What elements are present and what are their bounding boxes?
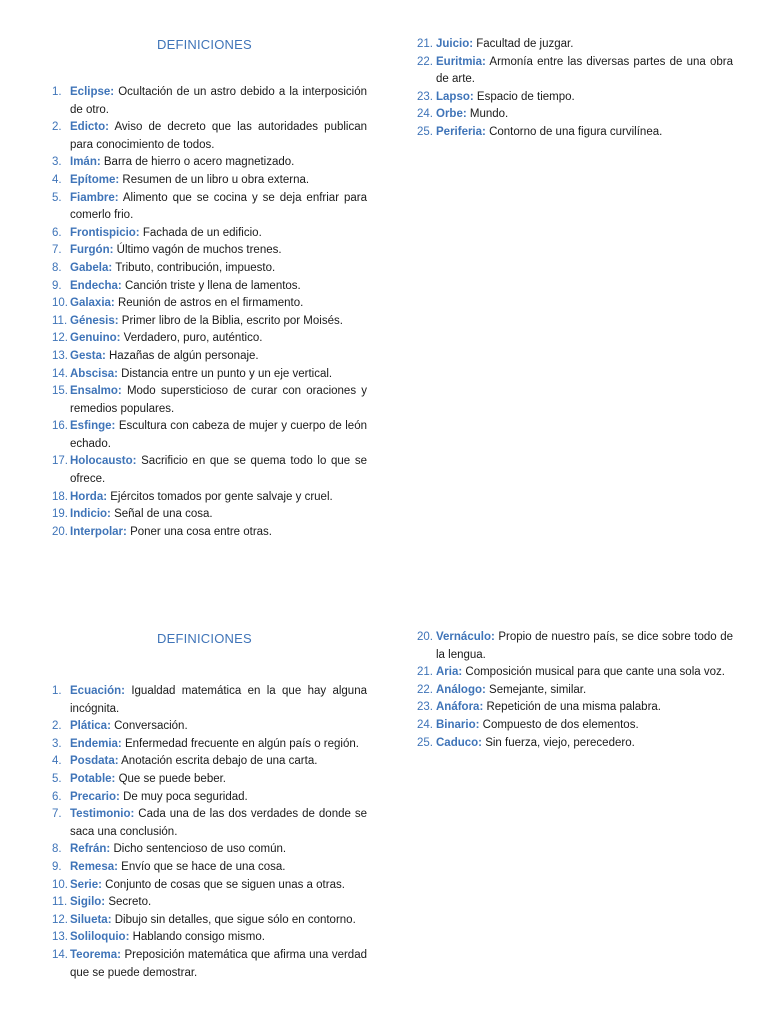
item-number: 7.: [52, 244, 62, 257]
definition-text: Modo supersticioso de curar con oraciones y remedios populares.: [70, 385, 367, 415]
definition-text: Hablando consigo mismo.: [132, 931, 265, 944]
definitions-section-2: [0, 596, 768, 1024]
item-number: 20.: [52, 525, 68, 538]
item-number: 1.: [52, 86, 62, 98]
definition-text: Dibujo sin detalles, que sigue sólo en contorno.: [114, 913, 356, 926]
definition-item: [52, 278, 367, 296]
term-label: Testimonio:: [70, 808, 135, 821]
definition-item: [52, 524, 367, 542]
term-label: Endemia:: [70, 737, 122, 750]
definition-text: Distancia entre un punto y un eje vertical.: [121, 367, 333, 380]
definition-text: Hazañas de algún personaje.: [109, 349, 259, 362]
definition-text: Conversación.: [114, 720, 188, 733]
definition-item: [417, 36, 733, 54]
definition-item: [52, 753, 367, 771]
definition-text: Facultad de juzgar.: [476, 38, 574, 50]
definition-item: [52, 418, 367, 453]
definition-item: [52, 242, 367, 260]
term-label: Horda:: [70, 490, 108, 503]
definition-text: Mundo.: [469, 108, 509, 121]
term-label: Orbe:: [436, 108, 467, 121]
item-number: 3.: [52, 156, 62, 169]
definition-text: Verdadero, puro, auténtico.: [123, 332, 263, 345]
term-label: Interpolar:: [70, 525, 127, 538]
item-number: 8.: [52, 261, 62, 274]
definition-list-right: [417, 36, 733, 142]
definition-item: [52, 172, 367, 190]
section-heading: DEFINICIONES: [157, 37, 252, 52]
definition-item: [52, 119, 367, 154]
definition-text: Ocultación de un astro debido a la interposición de otro.: [70, 86, 367, 116]
definition-item: [52, 683, 367, 718]
term-label: Esfinge:: [70, 420, 116, 433]
item-number: 25.: [417, 736, 433, 749]
item-number: 20.: [417, 631, 433, 643]
definition-text: Enfermedad frecuente en algún país o región.: [124, 737, 359, 750]
item-number: 21.: [417, 38, 433, 50]
item-number: 24.: [417, 718, 433, 731]
term-label: Endecha:: [70, 279, 122, 292]
definition-item: [417, 682, 733, 700]
definition-item: [52, 771, 367, 789]
definition-item: [52, 736, 367, 754]
term-label: Serie:: [70, 878, 102, 891]
definition-item: [52, 154, 367, 172]
term-label: Plática:: [70, 720, 111, 733]
definition-item: [417, 699, 733, 717]
definition-text: De muy poca seguridad.: [123, 790, 248, 803]
definition-item: [52, 453, 367, 488]
definition-text: Conjunto de cosas que se siguen unas a otras.: [105, 878, 345, 891]
definition-item: [52, 348, 367, 366]
term-label: Potable:: [70, 772, 116, 785]
definition-list-left: [52, 683, 367, 982]
definition-text: Último vagón de muchos trenes.: [116, 244, 282, 257]
definition-item: [52, 489, 367, 507]
definition-item: [52, 947, 367, 982]
term-label: Euritmia:: [436, 55, 486, 68]
term-label: Holocausto:: [70, 455, 137, 468]
term-label: Gesta:: [70, 349, 106, 362]
definition-item: [52, 718, 367, 736]
term-label: Teorema:: [70, 948, 121, 961]
definition-item: [52, 806, 367, 841]
item-number: 16.: [52, 420, 68, 433]
item-number: 23.: [417, 90, 433, 103]
definition-text: Fachada de un edificio.: [142, 226, 262, 239]
item-number: 11.: [52, 896, 68, 909]
definition-text: Dicho sentencioso de uso común.: [113, 843, 287, 856]
item-number: 18.: [52, 490, 68, 503]
item-number: 7.: [52, 808, 62, 821]
definition-text: Composición musical para que cante una sola voz.: [465, 666, 725, 679]
definition-item: [52, 295, 367, 313]
definition-item: [52, 313, 367, 331]
definition-text: Que se puede beber.: [118, 772, 226, 785]
definition-text: Alimento que se cocina y se deja enfriar para comerlo frio.: [70, 191, 367, 222]
item-number: 12.: [52, 332, 68, 345]
definition-text: Contorno de una figura curvilínea.: [489, 125, 663, 138]
definition-text: Repetición de una misma palabra.: [486, 701, 662, 714]
definition-text: Anotación escrita debajo de una carta.: [121, 755, 318, 768]
item-number: 3.: [52, 737, 62, 750]
term-label: Silueta:: [70, 913, 112, 926]
item-number: 25.: [417, 125, 433, 138]
definition-item: [52, 260, 367, 278]
item-number: 4.: [52, 173, 62, 186]
term-label: Frontispicio:: [70, 226, 140, 239]
definition-text: Compuesto de dos elementos.: [482, 718, 639, 731]
definition-item: [52, 789, 367, 807]
item-number: 17.: [52, 455, 68, 468]
item-number: 13.: [52, 349, 68, 362]
item-number: 19.: [52, 508, 68, 521]
term-label: Epítome:: [70, 173, 120, 186]
item-number: 6.: [52, 226, 62, 239]
definition-text: Propio de nuestro país, se dice sobre todo de la lengua.: [436, 631, 733, 661]
definition-text: Escultura con cabeza de mujer y cuerpo de león echado.: [70, 420, 367, 450]
definition-item: [417, 106, 733, 124]
term-label: Génesis:: [70, 314, 119, 327]
term-label: Posdata:: [70, 755, 119, 768]
item-number: 5.: [52, 191, 62, 204]
definition-item: [52, 841, 367, 859]
term-label: Sigilo:: [70, 896, 106, 909]
definition-text: Sin fuerza, viejo, perecedero.: [485, 736, 635, 749]
item-number: 12.: [52, 913, 68, 926]
term-label: Soliloquio:: [70, 931, 130, 944]
definition-item: [52, 366, 367, 384]
item-number: 14.: [52, 367, 68, 380]
definition-text: Aviso de decreto que las autoridades publican para conocimiento de todos.: [70, 121, 368, 151]
item-number: 11.: [52, 314, 68, 327]
term-label: Ecuación:: [70, 685, 125, 697]
term-label: Imán:: [70, 156, 101, 169]
definition-item: [417, 735, 733, 753]
term-label: Periferia:: [436, 125, 486, 138]
term-label: Galaxia:: [70, 297, 115, 310]
definition-text: Envío que se hace de una cosa.: [121, 860, 286, 873]
term-label: Indicio:: [70, 508, 111, 521]
definition-text: Cada una de las dos verdades de donde se saca una conclusión.: [70, 808, 368, 838]
definition-item: [417, 664, 733, 682]
term-label: Genuino:: [70, 332, 121, 345]
item-number: 9.: [52, 279, 62, 292]
definition-text: Armonía entre las diversas partes de una obra de arte.: [436, 55, 733, 86]
definition-text: Igualdad matemática en la que hay alguna incógnita.: [70, 685, 367, 715]
term-label: Remesa:: [70, 860, 118, 873]
term-label: Aria:: [436, 666, 463, 679]
term-label: Ensalmo:: [70, 385, 122, 398]
definition-item: [52, 330, 367, 348]
definition-text: Espacio de tiempo.: [476, 90, 575, 103]
definition-item: [417, 717, 733, 735]
term-label: Fiambre:: [70, 191, 119, 204]
definition-item: [52, 383, 367, 418]
item-number: 22.: [417, 55, 433, 68]
term-label: Vernáculo:: [436, 631, 495, 643]
definition-text: Preposición matemática que afirma una verdad que se puede demostrar.: [70, 948, 367, 979]
definition-item: [417, 629, 733, 664]
item-number: 15.: [52, 385, 68, 398]
term-label: Lapso:: [436, 90, 474, 103]
item-number: 21.: [417, 666, 433, 679]
item-number: 1.: [52, 685, 62, 697]
definition-list-left: [52, 84, 367, 541]
definition-item: [52, 929, 367, 947]
item-number: 14.: [52, 948, 68, 961]
definition-item: [52, 84, 367, 119]
item-number: 2.: [52, 720, 62, 733]
section-heading: DEFINICIONES: [157, 631, 252, 646]
term-label: Abscisa:: [70, 367, 118, 380]
term-label: Refrán:: [70, 843, 111, 856]
definition-text: Tributo, contribución, impuesto.: [115, 261, 276, 274]
term-label: Furgón:: [70, 244, 114, 257]
item-number: 10.: [52, 878, 68, 891]
item-number: 6.: [52, 790, 62, 803]
item-number: 5.: [52, 772, 62, 785]
definition-text: Primer libro de la Biblia, escrito por Moisés.: [121, 314, 343, 327]
item-number: 22.: [417, 683, 433, 696]
definition-text: Sacrificio en que se quema todo lo que se ofrece.: [70, 455, 367, 486]
item-number: 13.: [52, 931, 68, 944]
definition-text: Resumen de un libro u obra externa.: [122, 173, 310, 186]
term-label: Binario:: [436, 718, 480, 731]
definition-item: [52, 894, 367, 912]
item-number: 24.: [417, 108, 433, 121]
term-label: Anáfora:: [436, 701, 484, 714]
definition-text: Secreto.: [108, 896, 152, 909]
term-label: Caduco:: [436, 736, 482, 749]
term-label: Juicio:: [436, 38, 474, 50]
item-number: 23.: [417, 701, 433, 714]
definition-text: Ejércitos tomados por gente salvaje y cruel.: [110, 490, 333, 503]
term-label: Precario:: [70, 790, 120, 803]
item-number: 10.: [52, 297, 68, 310]
definition-text: Canción triste y llena de lamentos.: [124, 279, 301, 292]
item-number: 8.: [52, 843, 62, 856]
item-number: 4.: [52, 755, 62, 768]
term-label: Análogo:: [436, 683, 486, 696]
definition-list-right: [417, 629, 733, 752]
definition-text: Poner una cosa entre otras.: [130, 525, 272, 538]
item-number: 2.: [52, 121, 62, 134]
definition-item: [417, 89, 733, 107]
definition-item: [52, 859, 367, 877]
definition-text: Barra de hierro o acero magnetizado.: [103, 156, 295, 169]
definition-text: Reunión de astros en el firmamento.: [117, 297, 304, 310]
definition-text: Señal de una cosa.: [114, 508, 213, 521]
term-label: Gabela:: [70, 261, 113, 274]
definition-text: Semejante, similar.: [489, 683, 587, 696]
definition-item: [52, 190, 367, 225]
item-number: 9.: [52, 860, 62, 873]
definition-item: [52, 506, 367, 524]
term-label: Eclipse:: [70, 86, 115, 98]
definition-item: [52, 225, 367, 243]
definition-item: [52, 912, 367, 930]
definition-item: [52, 877, 367, 895]
definition-item: [417, 124, 733, 142]
definition-item: [417, 54, 733, 89]
term-label: Edicto:: [70, 121, 109, 134]
